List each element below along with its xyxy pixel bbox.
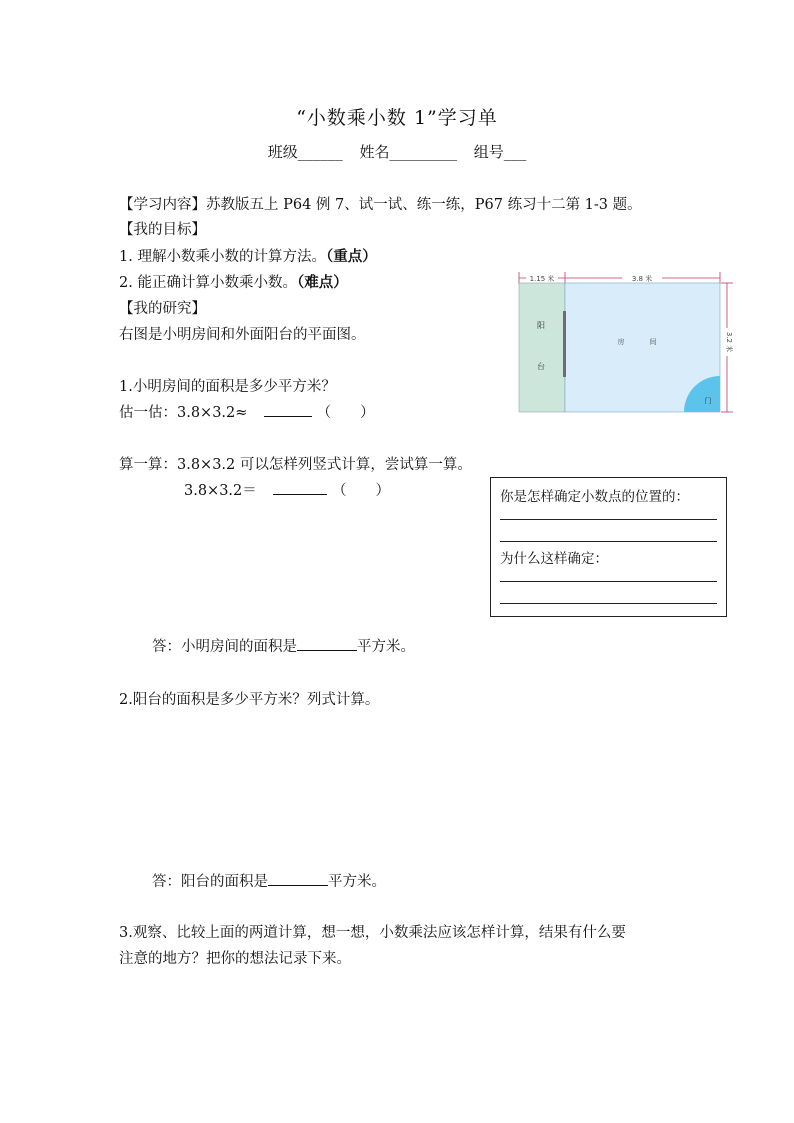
door-label: 门 [704, 397, 712, 405]
goal-1-tag: （重点） [325, 248, 377, 265]
room-label-1: 房 [617, 338, 625, 346]
balcony-area [519, 283, 565, 412]
q1-calc-expr: 3.8×3.2＝ [184, 483, 257, 499]
goal-1 [119, 245, 377, 266]
q1-estimate [119, 401, 375, 422]
goals-heading: 【我的目标】 [119, 222, 206, 238]
q1-estimate-blank[interactable] [264, 402, 312, 417]
room-label-2: 间 [649, 338, 657, 346]
goal-2-tag: （难点） [296, 274, 348, 291]
research-heading: 【我的研究】 [119, 301, 206, 317]
q1-answer [152, 635, 415, 656]
floor-plan [512, 266, 744, 418]
balcony-label-2: 台 [537, 362, 545, 371]
q3-line-2: 注意的地方？把你的想法记录下来。 [119, 951, 351, 967]
dim-room-height-label: 3.2 米 [725, 331, 733, 353]
goal-2-text: 2. 能正确计算小数乘小数。 [119, 275, 297, 291]
page-title: “小数乘小数 1”学习单 [296, 107, 498, 129]
q2-answer-blank[interactable] [268, 871, 328, 886]
q3-line-1: 3.观察、比较上面的两道计算，想一想，小数乘法应该怎样计算，结果有什么要 [119, 925, 626, 941]
name-field[interactable]: 姓名_________ [359, 143, 457, 161]
q1-estimate-paren: （ ） [316, 405, 375, 421]
group-field[interactable]: 组号___ [473, 143, 527, 161]
class-field[interactable]: 班级______ [267, 143, 343, 161]
dim-balcony-label: 1.15 米 [529, 275, 555, 283]
reflection-line[interactable] [500, 581, 717, 582]
q2-answer-suffix: 平方米。 [328, 874, 386, 890]
q1-answer-prefix: 答：小明房间的面积是 [152, 639, 297, 655]
q1-answer-suffix: 平方米。 [357, 639, 415, 655]
q2-answer [152, 870, 386, 891]
research-intro: 右图是小明房间和外面阳台的平面图。 [119, 327, 366, 343]
balcony-door [563, 311, 566, 377]
q1-calc-line: 算一算：3.8×3.2 可以怎样列竖式计算，尝试算一算。 [119, 457, 472, 473]
q2-answer-prefix: 答：阳台的面积是 [152, 874, 268, 890]
q1-calc-blank[interactable] [273, 480, 327, 495]
reflection-line[interactable] [500, 519, 717, 520]
dimension-right [721, 283, 734, 412]
goal-1-text: 1. 理解小数乘小数的计算方法。 [119, 249, 326, 265]
learning-content: 【学习内容】苏教版五上 P64 例 7、试一试、练一练，P67 练习十二第 1-3 题。 [119, 197, 642, 213]
balcony-label-1: 阳 [537, 321, 545, 330]
q1-question: 1.小明房间的面积是多少平方米？ [119, 379, 336, 395]
q1-calc [184, 479, 390, 500]
q1-calc-paren: （ ） [332, 483, 390, 499]
q1-answer-blank[interactable] [297, 636, 357, 651]
student-info-line [0, 141, 794, 162]
q2-question: 2.阳台的面积是多少平方米？列式计算。 [119, 692, 380, 708]
reflection-prompt-1: 你是怎样确定小数点的位置的： [500, 489, 689, 505]
dim-room-width-label: 3.8 米 [631, 275, 653, 283]
reflection-box [490, 477, 727, 617]
dimension-top [519, 272, 720, 284]
goal-2 [119, 271, 348, 292]
reflection-prompt-2: 为什么这样确定： [500, 551, 608, 567]
q1-estimate-label: 估一估：3.8×3.2≈ [119, 405, 248, 421]
reflection-line[interactable] [500, 541, 717, 542]
reflection-line[interactable] [500, 603, 717, 604]
